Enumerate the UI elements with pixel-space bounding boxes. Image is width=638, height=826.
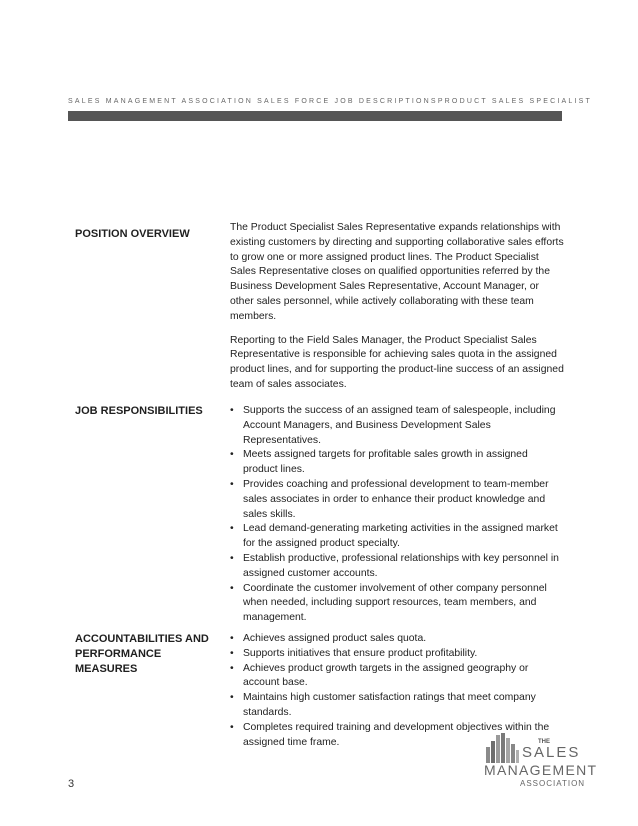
list-item: • Achieves product growth targets in the assigned geography or account base.	[230, 662, 529, 689]
bullet-icon: •	[230, 552, 234, 564]
list-item: • Lead demand-generating marketing activities in the assigned market for the assigned product specialty.	[230, 523, 558, 550]
bullet-icon: •	[230, 662, 234, 674]
building-bars-icon	[484, 733, 520, 763]
section-label	[75, 632, 225, 677]
bullet-icon: •	[230, 449, 234, 461]
running-header	[68, 98, 593, 105]
list-item: • Completes required training and development objectives within the assigned time frame.	[230, 721, 550, 748]
section-label: JOB RESPONSIBILITIES	[75, 405, 203, 417]
list-item: • Supports initiatives that ensure product profitability.	[230, 647, 565, 662]
bullet-icon: •	[230, 478, 234, 490]
bullet-icon: •	[230, 633, 234, 644]
list-item: • Coordinate the customer involvement of other company personnel when needed, including support resources, team members, and management.	[230, 582, 547, 624]
logo-sales: SALES	[522, 744, 581, 761]
section-label: POSITION OVERVIEW	[75, 228, 190, 240]
logo-the: THE	[538, 739, 550, 745]
page-number: 3	[68, 778, 75, 790]
overview-paragraph-2: Reporting to the Field Sales Manager, the Product Specialist Sales Representative is responsible for achieving sales quota in the assigned product lines, and for supporting the product-line success of an assigned team of sales associates.	[230, 334, 564, 390]
section-body	[230, 221, 565, 402]
header-subtitle: PRODUCT SALES SPECIALIST	[437, 98, 593, 105]
section-label-line-2: PERFORMANCE MEASURES	[75, 648, 162, 675]
header-bar	[68, 111, 562, 121]
list-item: • Supports the success of an assigned team of salespeople, including Account Managers, and Business Development Sales Representatives.	[230, 405, 556, 446]
list-item: • Achieves assigned product sales quota.	[230, 632, 565, 647]
bullet-icon: •	[230, 582, 234, 594]
bullet-icon: •	[230, 405, 234, 416]
section-label-line-1: ACCOUNTABILITIES AND	[75, 633, 209, 645]
bullet-icon: •	[230, 647, 234, 659]
sales-management-association-logo	[484, 733, 614, 793]
logo-management: MANAGEMENT	[484, 762, 598, 778]
list-item: • Provides coaching and professional development to team-member sales associates in order to enhance their product knowledge and sales skills.	[230, 478, 549, 520]
section-body	[230, 404, 565, 626]
list-item: • Establish productive, professional relationships with key personnel in assigned customer accounts.	[230, 552, 559, 579]
responsibilities-list	[230, 404, 565, 626]
header-title: SALES MANAGEMENT ASSOCIATION SALES FORCE JOB DESCRIPTIONS	[68, 98, 438, 105]
list-item: • Meets assigned targets for profitable sales growth in assigned product lines.	[230, 449, 528, 476]
bullet-icon: •	[230, 523, 234, 535]
overview-paragraph-1: The Product Specialist Sales Representative expands relationships with existing customers by directing and supporting collaborative sales efforts to grow one or more assigned product lines. The Product Specialist Sales Representative closes on qualified opportunities referred by the Business Development Sales Representative, Account Manager, or other sales personnel, while actively collaborating with these team members.	[230, 222, 564, 322]
bullet-icon: •	[230, 721, 234, 733]
list-item: • Maintains high customer satisfaction ratings that meet company standards.	[230, 692, 536, 718]
bullet-icon: •	[230, 692, 234, 704]
logo-association: ASSOCIATION	[520, 779, 586, 788]
